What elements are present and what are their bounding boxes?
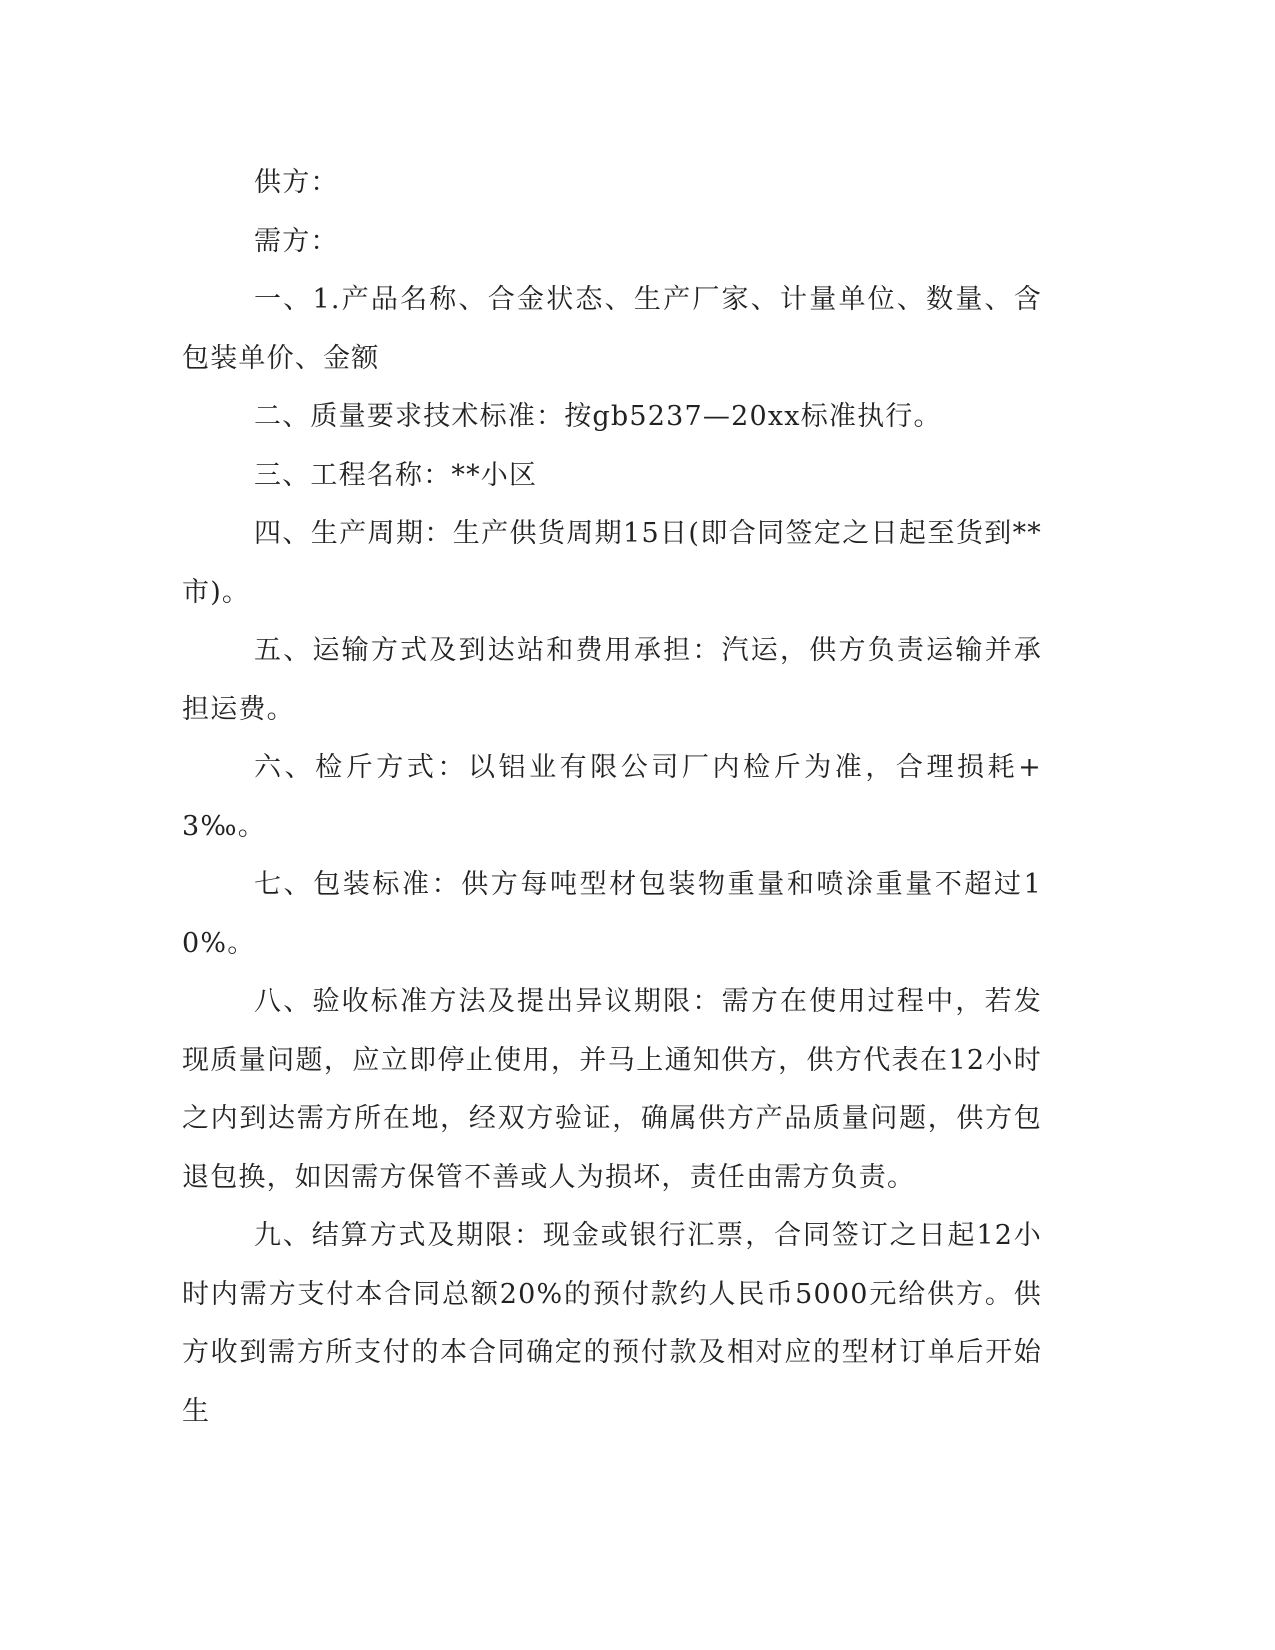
clause-9-settlement: 九、结算方式及期限：现金或银行汇票，合同签订之日起12小时内需方支付本合同总额20%的预付款约人民币5000元给供方。供方收到需方所支付的本合同确定的预付款及相对应的型材订单后开始生 (182, 1220, 1042, 1427)
clause-5-transport: 五、运输方式及到达站和费用承担：汽运，供方负责运输并承担运费。 (182, 635, 1042, 725)
supplier-line: 供方： (254, 167, 339, 198)
buyer-line: 需方： (254, 225, 339, 257)
clause-2-quality-standard: 二、质量要求技术标准：按gb5237—20xx标准执行。 (254, 401, 942, 432)
clause-7-packaging: 七、包装标准：供方每吨型材包装物重量和喷涂重量不超过10%。 (182, 869, 1042, 959)
clause-8-acceptance: 八、验收标准方法及提出异议期限：需方在使用过程中，若发现质量问题，应立即停止使用，并马上通知供方，供方代表在12小时之内到达需方所在地，经双方验证，确属供方产品质量问题，供方包退包换，如因需方保管不善或人为损坏，责任由需方负责。 (182, 986, 1042, 1193)
clause-4-production-cycle: 四、生产周期：生产供货周期15日(即合同签定之日起至货到**市)。 (182, 518, 1042, 608)
clause-1-product-info: 一、1.产品名称、合金状态、生产厂家、计量单位、数量、含包装单价、金额 (182, 284, 1042, 374)
clause-3-project-name: 三、工程名称：**小区 (254, 459, 538, 491)
document-body (182, 154, 1042, 1441)
clause-6-weighing: 六、检斤方式：以铝业有限公司厂内检斤为准，合理损耗+3‰。 (182, 752, 1042, 842)
